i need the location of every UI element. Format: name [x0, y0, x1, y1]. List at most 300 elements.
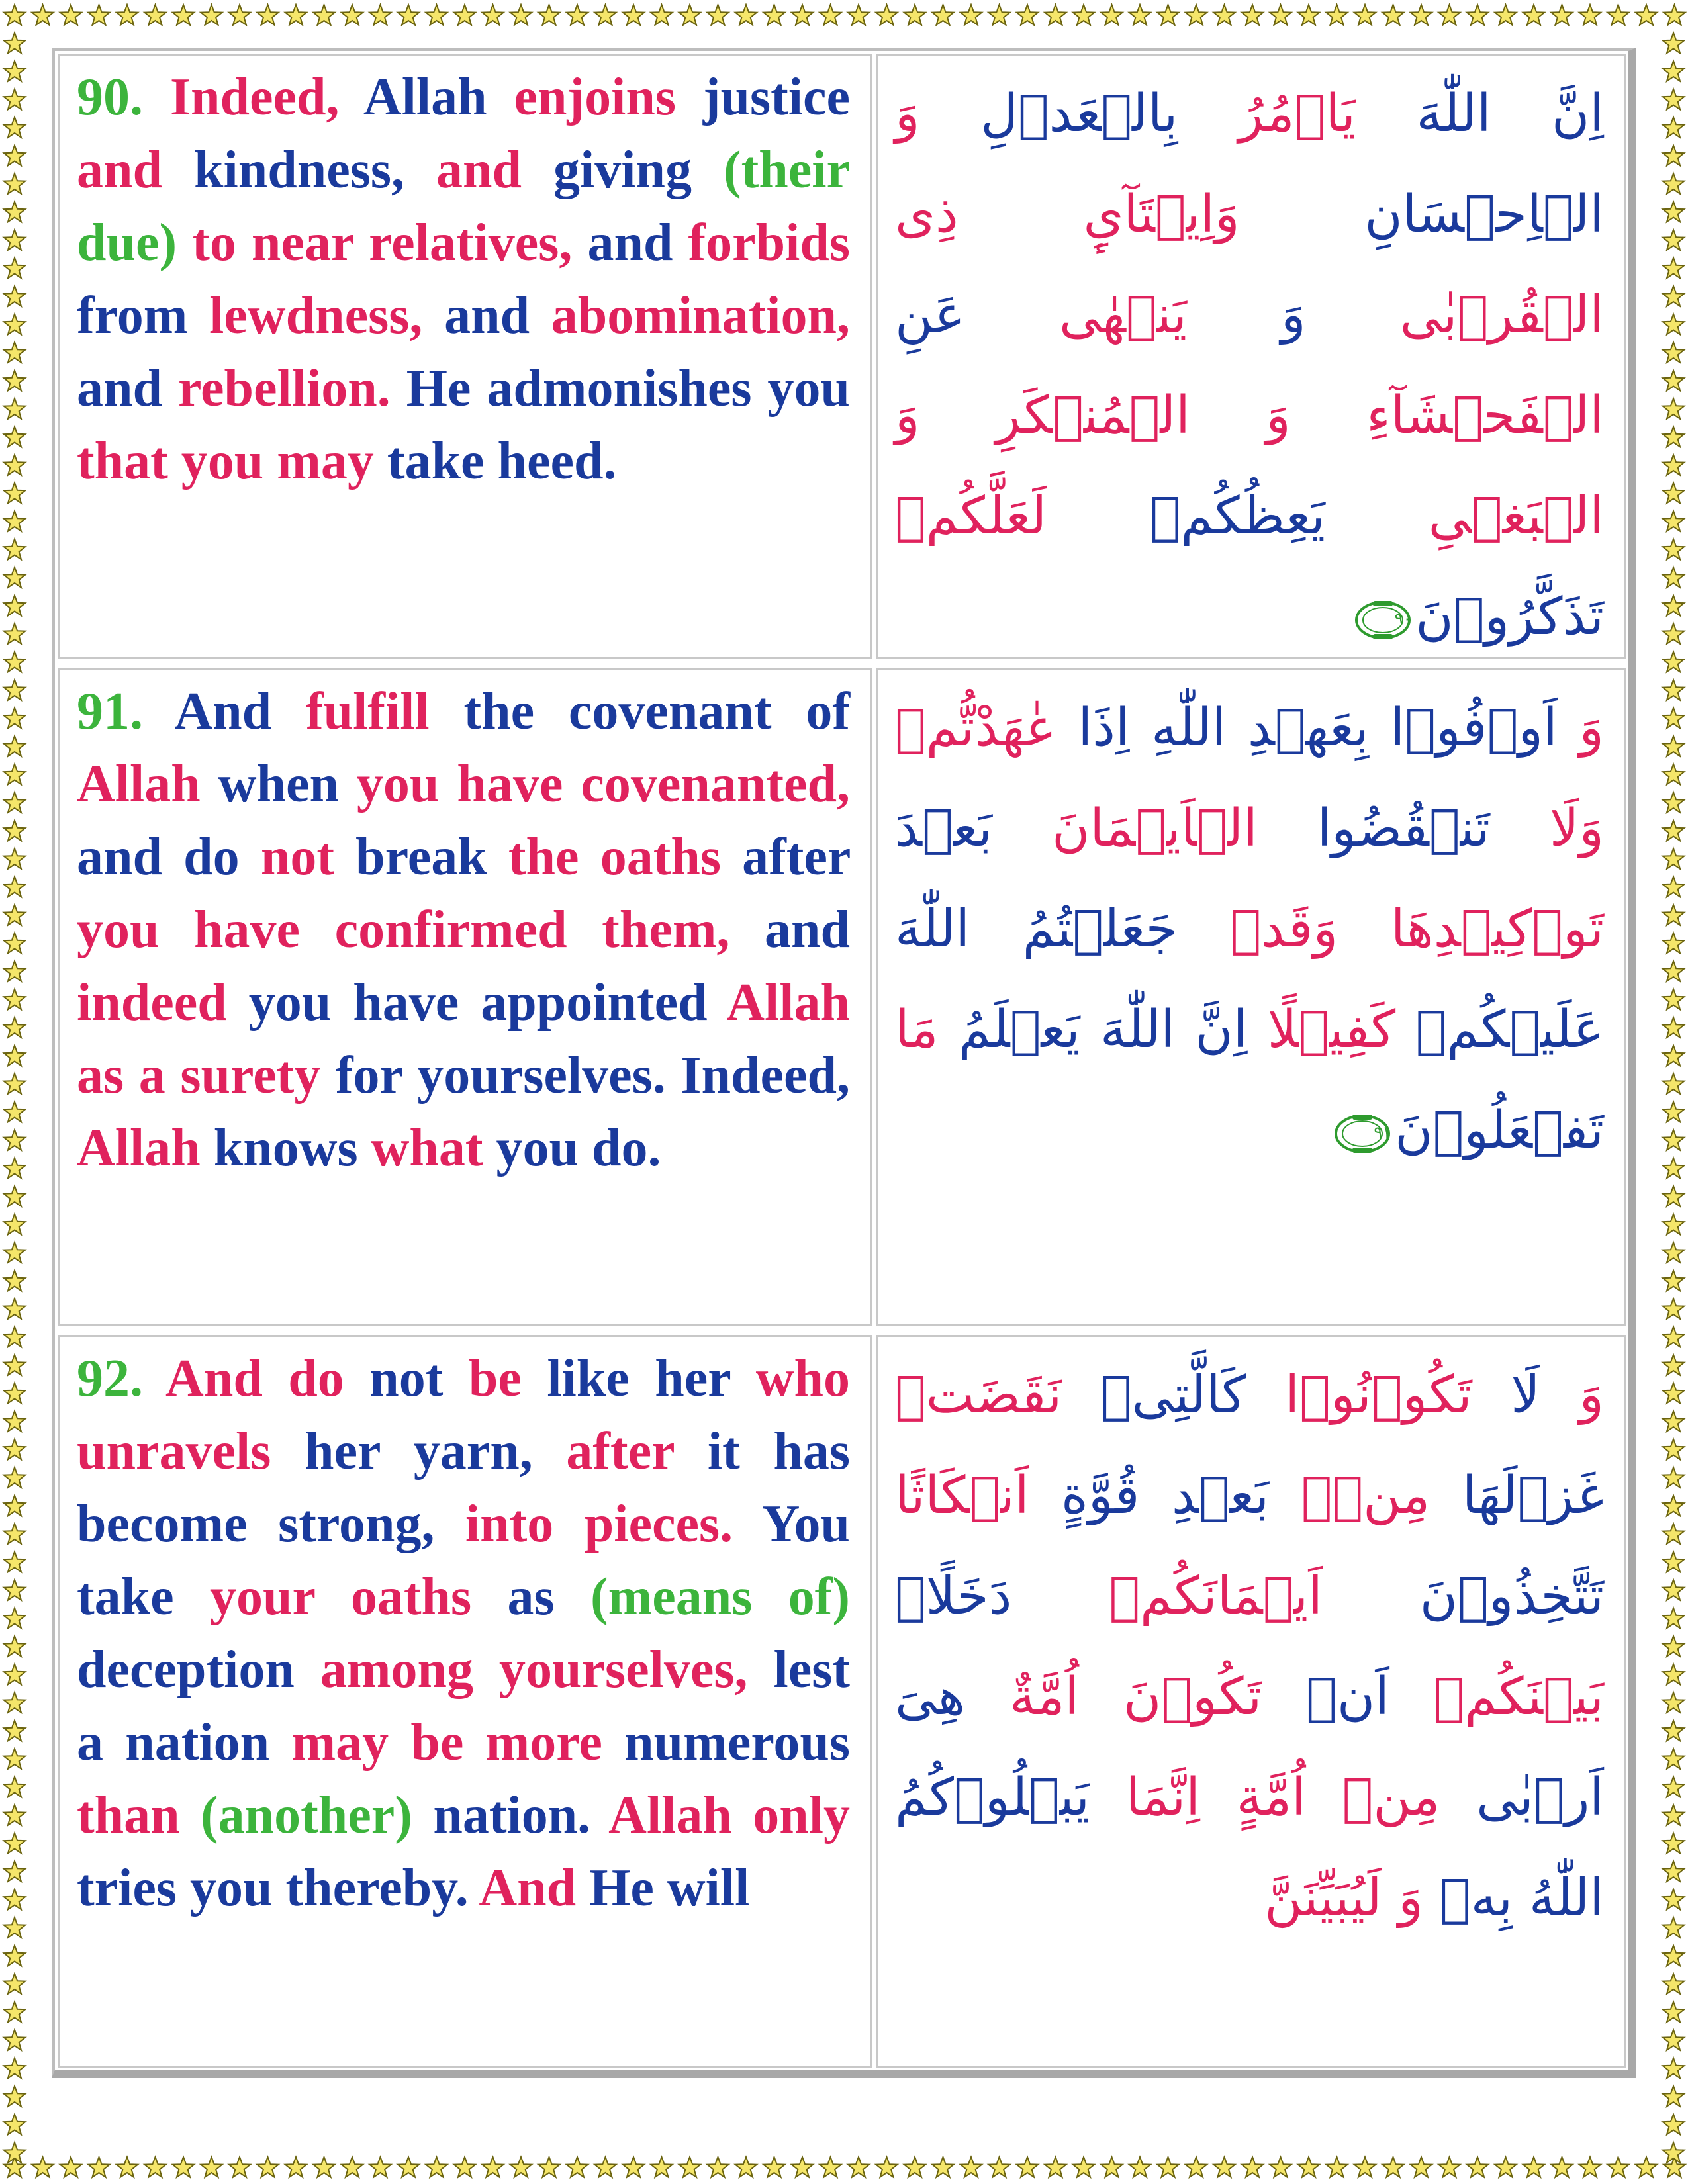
arabic-segment: وَقَدۡ [1177, 899, 1338, 959]
arabic-segment: الۡفَحۡشَآءِ [1290, 386, 1604, 445]
arabic-segment: مَا [895, 1000, 939, 1060]
star-icon [4, 61, 25, 81]
english-segment: fulfill [271, 682, 430, 741]
star-icon [1326, 2157, 1347, 2177]
english-segment: 91. [77, 682, 143, 741]
star-icon [1129, 2157, 1150, 2177]
star-icon [4, 1749, 25, 1769]
star-icon [4, 286, 25, 306]
arabic-segment: اِنَّ اللّٰهَ [1355, 84, 1604, 144]
english-segment: among yourselves, [294, 1641, 748, 1699]
star-icon [4, 483, 25, 504]
star-icon [4, 1917, 25, 1938]
star-icon [4, 342, 25, 363]
english-segment: thereby. [272, 1859, 469, 1917]
arabic-segment: وَ [1540, 1365, 1604, 1425]
star-icon [4, 202, 25, 222]
star-icon [1186, 2157, 1207, 2177]
english-segment: your oaths [173, 1568, 472, 1626]
arabic-text [895, 678, 1604, 1181]
star-icon [1663, 202, 1684, 222]
star-icon [1073, 5, 1094, 25]
star-icon [1579, 5, 1601, 25]
star-icon [4, 5, 25, 25]
star-icon [1607, 5, 1628, 25]
star-icon [4, 1861, 25, 1882]
arabic-segment: كَالَّتِىۡ [1062, 1365, 1246, 1425]
english-segment: of [771, 682, 851, 741]
star-icon [1663, 567, 1684, 588]
star-icon [1663, 652, 1684, 672]
star-icon [1523, 2157, 1544, 2177]
star-icon [1663, 1130, 1684, 1150]
verse-row-92 [55, 1332, 1628, 2071]
arabic-segment: يَعۡلَمُ [938, 1000, 1080, 1060]
star-icon [1663, 1664, 1684, 1685]
star-icon [4, 933, 25, 954]
star-icon [567, 2157, 588, 2177]
star-icon [1354, 2157, 1376, 2177]
star-icon [876, 2157, 897, 2177]
arabic-segment: اِذَا [1056, 698, 1130, 758]
english-segment: and [404, 141, 522, 199]
english-translation-cell [58, 54, 872, 659]
english-segment: that you [77, 432, 264, 490]
english-segment: Indeed, [665, 1046, 851, 1105]
star-icon [1663, 1889, 1684, 1910]
english-translation [77, 1342, 850, 1925]
star-icon [1663, 1861, 1684, 1882]
english-segment: as a surety [77, 1046, 321, 1105]
arabic-segment: نَقَضَتۡ [895, 1365, 1062, 1425]
star-icon [1045, 5, 1066, 25]
star-icon [1663, 1917, 1684, 1938]
star-icon [623, 2157, 644, 2177]
star-icon [4, 567, 25, 588]
english-segment: kindness, [162, 141, 404, 199]
star-icon [1663, 989, 1684, 1010]
arabic-segment: تَوۡكِيۡدِهَا [1338, 899, 1604, 959]
star-icon [4, 1496, 25, 1516]
star-icon [4, 33, 25, 54]
star-icon [1129, 5, 1150, 25]
english-segment: do [262, 1349, 344, 1408]
star-icon [4, 1636, 25, 1657]
star-icon [173, 2157, 194, 2177]
arabic-segment: اَوۡفُوۡا [1368, 698, 1558, 758]
star-icon [1663, 2002, 1684, 2023]
star-icon [4, 427, 25, 447]
arabic-segment: اللّٰهَ [1080, 1000, 1176, 1060]
star-icon [1663, 61, 1684, 81]
english-segment: yourselves. [402, 1046, 666, 1105]
star-icon [313, 2157, 334, 2177]
english-segment: the oaths [487, 828, 721, 886]
star-icon [1663, 680, 1684, 700]
star-icon [848, 5, 869, 25]
star-icon [1213, 5, 1235, 25]
star-icon [1242, 5, 1263, 25]
english-segment: nation. [412, 1786, 591, 1844]
arabic-segment: كَفِيۡلًا [1247, 1000, 1396, 1060]
star-icon [60, 2157, 81, 2177]
star-icon [1663, 117, 1684, 138]
star-icon [4, 173, 25, 194]
english-segment: And [143, 682, 272, 741]
star-icon [1411, 5, 1432, 25]
english-segment: than [77, 1786, 180, 1844]
arabic-segment: تَذَكَّرُوۡنَ [1415, 587, 1604, 647]
star-icon [1298, 2157, 1319, 2177]
star-icon [398, 5, 419, 25]
english-segment: (another) [179, 1786, 412, 1844]
english-segment: Indeed, [143, 68, 340, 126]
star-icon [1663, 1721, 1684, 1741]
star-icon [482, 5, 503, 25]
star-icon [4, 1298, 25, 1319]
star-icon [117, 2157, 138, 2177]
star-icon [4, 1692, 25, 1713]
star-icon [792, 5, 813, 25]
english-segment: have confirmed them, [159, 901, 730, 959]
star-icon [1663, 230, 1684, 250]
star-icon [1663, 1073, 1684, 1094]
star-icon [1213, 2157, 1235, 2177]
arabic-segment: اللّٰهُ [1513, 1868, 1604, 1928]
star-icon [4, 680, 25, 700]
star-icon [4, 258, 25, 279]
star-icon [4, 792, 25, 813]
star-icon [538, 5, 559, 25]
star-icon [4, 877, 25, 897]
star-icon [342, 2157, 363, 2177]
english-translation-cell [58, 1335, 872, 2068]
arabic-text-cell [876, 54, 1626, 659]
arabic-segment: تَتَّخِذُوۡنَ [1322, 1567, 1604, 1626]
star-icon [4, 314, 25, 335]
star-icon [1663, 792, 1684, 813]
star-icon [1663, 1580, 1684, 1600]
star-icon [1663, 342, 1684, 363]
arabic-segment: بِعَهۡدِ اللّٰهِ [1129, 698, 1369, 758]
verse-row-91 [55, 665, 1628, 1328]
star-icon [4, 1439, 25, 1460]
english-segment: deception [77, 1641, 295, 1699]
arabic-segment: دَخَلًاۢ [895, 1567, 1012, 1626]
english-segment: may [263, 432, 374, 490]
star-icon [4, 1242, 25, 1263]
star-icon [426, 2157, 447, 2177]
english-segment: numerous [602, 1713, 851, 1772]
star-icon [1663, 427, 1684, 447]
arabic-segment: وَ [1186, 285, 1306, 345]
star-icon [961, 2157, 982, 2177]
star-icon [876, 5, 897, 25]
english-segment: tries you [77, 1859, 273, 1917]
star-icon [257, 5, 278, 25]
star-icon [4, 1524, 25, 1544]
star-icon [904, 5, 925, 25]
english-segment: who unravels [77, 1349, 851, 1480]
star-icon [4, 1467, 25, 1488]
english-segment: covenanted, [563, 755, 850, 813]
arabic-segment: اُمَّةٍ [1199, 1768, 1306, 1827]
star-icon [1663, 1102, 1684, 1122]
arabic-segment: عَلَيۡكُمۡ [1395, 1000, 1604, 1060]
arabic-text-cell [876, 668, 1626, 1326]
arabic-segment: بِالۡعَدۡلِ [919, 84, 1178, 144]
arabic-segment: اَنۡكَاثًا [895, 1466, 1029, 1525]
star-icon [229, 5, 250, 25]
star-icon [4, 1833, 25, 1854]
star-icon [1467, 5, 1488, 25]
star-icon [4, 1102, 25, 1122]
star-icon [1551, 2157, 1572, 2177]
star-icon [4, 764, 25, 785]
star-icon [1663, 2086, 1684, 2107]
arabic-segment: الۡاِحۡسَانِ [1239, 185, 1604, 244]
star-icon [1663, 736, 1684, 756]
star-icon [707, 5, 728, 25]
star-icon [398, 2157, 419, 2177]
arabic-segment: وَاِيۡتَآىِٕ [958, 185, 1240, 244]
english-segment: (their due) [77, 141, 851, 272]
arabic-segment: مِنۡ [1305, 1768, 1440, 1827]
star-icon [1663, 1411, 1684, 1432]
english-segment: like her [521, 1349, 731, 1408]
star-icon [679, 5, 700, 25]
verse-number: ٩٠ [1394, 609, 1412, 628]
star-icon [4, 821, 25, 841]
star-icon [1467, 2157, 1488, 2177]
star-icon [144, 2157, 165, 2177]
star-icon [1663, 1046, 1684, 1066]
english-segment: admonishes you [471, 359, 851, 418]
english-translation [77, 61, 850, 498]
star-icon [1438, 5, 1460, 25]
star-icon [4, 2058, 25, 2079]
arabic-segment: ذِى الۡقُرۡبٰى [895, 185, 1604, 345]
english-segment: forbids [673, 214, 851, 272]
english-segment: from [77, 287, 188, 345]
english-segment: enjoins [487, 68, 676, 126]
star-icon [4, 1974, 25, 1994]
english-segment: break [334, 828, 487, 886]
english-segment: you [77, 901, 160, 959]
arabic-segment: وَلَا [1489, 799, 1604, 858]
arabic-text [895, 64, 1604, 667]
star-icon [4, 1214, 25, 1235]
star-icon [4, 1186, 25, 1206]
star-icon [1579, 2157, 1601, 2177]
english-segment: Allah [77, 1119, 201, 1177]
arabic-segment: وَ الۡمُنۡكَرِ [919, 386, 1291, 445]
star-icon [4, 1383, 25, 1404]
arabic-segment: اُمَّةٌ [965, 1667, 1080, 1727]
english-segment: giving [522, 141, 692, 199]
arabic-segment: عٰهَدْتُّمۡ [895, 698, 1056, 758]
star-icon [1663, 1692, 1684, 1713]
arabic-segment: هِىَ [895, 1667, 966, 1727]
star-icon [4, 1158, 25, 1179]
arabic-segment: وَ [1557, 698, 1604, 758]
star-icon [4, 1355, 25, 1375]
star-icon [257, 2157, 278, 2177]
star-icon [735, 2157, 757, 2177]
english-segment: lewdness, [187, 287, 423, 345]
star-icon [4, 1889, 25, 1910]
arabic-segment: عَنِ [895, 285, 965, 345]
arabic-segment: تَنۡقُضُوا [1257, 799, 1490, 858]
star-icon [144, 5, 165, 25]
star-icon [117, 5, 138, 25]
star-icon [454, 5, 475, 25]
arabic-text [895, 1345, 1604, 1948]
star-icon [4, 1721, 25, 1741]
verse-end-marker-icon [1334, 1113, 1391, 1154]
star-icon [369, 2157, 391, 2177]
star-icon [1663, 877, 1684, 897]
star-icon [1663, 258, 1684, 279]
english-segment: justice [675, 68, 850, 126]
star-icon [1157, 5, 1178, 25]
star-icon [904, 2157, 925, 2177]
star-icon [4, 989, 25, 1010]
arabic-segment: اَرۡبٰى [1440, 1768, 1604, 1827]
star-icon [1663, 1524, 1684, 1544]
star-icon [1017, 5, 1038, 25]
star-icon [1663, 596, 1684, 616]
arabic-segment: تَكُوۡنُوۡا [1246, 1365, 1472, 1425]
star-icon [1663, 371, 1684, 391]
english-segment: for [320, 1046, 402, 1105]
star-icon [988, 5, 1009, 25]
star-icon [4, 623, 25, 644]
english-segment: (means of) [554, 1568, 850, 1626]
arabic-segment: تَفۡعَلُوۡنَ [1395, 1101, 1604, 1160]
arabic-segment: مِنۡۢ [1269, 1466, 1430, 1525]
star-icon [426, 5, 447, 25]
star-icon [4, 848, 25, 869]
star-icon [679, 2157, 700, 2177]
star-icon [1663, 961, 1684, 981]
english-segment: abomination, [530, 287, 851, 345]
english-segment: You take [77, 1495, 851, 1626]
star-icon [1663, 1158, 1684, 1179]
verse-table [52, 48, 1636, 2078]
arabic-segment: لَعَلَّكُمۡ [895, 486, 1047, 546]
star-icon [4, 1073, 25, 1094]
star-icon [1663, 1496, 1684, 1516]
verse-number: ٩١ [1374, 1122, 1391, 1142]
star-icon [1663, 455, 1684, 475]
star-icon [510, 2157, 532, 2177]
star-icon [820, 2157, 841, 2177]
arabic-segment: لَيُبَيِّنَنَّ [1264, 1868, 1382, 1928]
english-segment: Allah [590, 1786, 732, 1844]
star-icon [4, 2002, 25, 2023]
star-icon [1663, 2115, 1684, 2135]
star-icon [763, 5, 784, 25]
star-icon [4, 1130, 25, 1150]
star-icon [4, 1327, 25, 1347]
arabic-segment: يَبۡلُوۡكُمُ [895, 1768, 1090, 1827]
arabic-segment: لَا [1472, 1365, 1540, 1425]
star-icon [4, 1580, 25, 1600]
english-segment: may be more [269, 1713, 602, 1772]
arabic-segment: غَزۡلَهَا [1430, 1466, 1604, 1525]
english-segment: 90. [77, 68, 143, 126]
star-icon [4, 1411, 25, 1432]
star-icon [4, 2157, 25, 2177]
star-icon [1354, 5, 1376, 25]
star-icon [4, 1017, 25, 1038]
star-icon [1636, 2157, 1657, 2177]
english-segment: Allah [339, 68, 487, 126]
star-icon [4, 905, 25, 925]
star-icon [1495, 2157, 1516, 2177]
star-icon [4, 89, 25, 110]
star-icon [988, 2157, 1009, 2177]
star-icon [848, 2157, 869, 2177]
star-icon [1663, 1298, 1684, 1319]
star-icon [1663, 1271, 1684, 1291]
english-translation-cell [58, 668, 872, 1326]
star-icon [4, 1046, 25, 1066]
english-segment: Allah [707, 974, 850, 1032]
star-icon [1663, 1777, 1684, 1797]
star-icon [594, 5, 616, 25]
star-icon [1663, 483, 1684, 504]
star-icon [1101, 5, 1122, 25]
star-icon [4, 230, 25, 250]
star-icon [594, 2157, 616, 2177]
star-icon [4, 1271, 25, 1291]
star-icon [1663, 511, 1684, 531]
english-segment: And [143, 1349, 263, 1408]
arabic-segment: اِنَّمَا [1090, 1768, 1200, 1827]
star-icon [32, 2157, 53, 2177]
english-segment: and [77, 141, 162, 199]
english-segment: rebellion. [162, 359, 391, 418]
star-icon [1663, 905, 1684, 925]
english-segment: He will [576, 1859, 750, 1917]
star-icon [1663, 1552, 1684, 1572]
arabic-segment: بِهٖ [1423, 1868, 1513, 1928]
verse-end-marker-icon [1354, 600, 1411, 641]
arabic-segment: اَيۡمَانَكُمۡ [1011, 1567, 1323, 1626]
star-icon [567, 5, 588, 25]
star-icon [510, 5, 532, 25]
star-icon [538, 2157, 559, 2177]
star-icon [454, 2157, 475, 2177]
star-icon [1663, 1805, 1684, 1825]
english-segment: pieces. [553, 1495, 733, 1553]
star-icon [1663, 1467, 1684, 1488]
english-segment: what [357, 1119, 483, 1177]
star-icon [1663, 764, 1684, 785]
english-segment: to near [177, 214, 353, 272]
english-segment: into [434, 1495, 554, 1553]
english-segment: it has become strong, [77, 1422, 850, 1553]
english-segment: you have [338, 755, 563, 813]
star-icon [1270, 5, 1291, 25]
star-icon [1663, 1608, 1684, 1629]
star-icon [1663, 933, 1684, 954]
english-segment: be [443, 1349, 522, 1408]
star-icon [1663, 848, 1684, 869]
english-segment: and [572, 214, 673, 272]
